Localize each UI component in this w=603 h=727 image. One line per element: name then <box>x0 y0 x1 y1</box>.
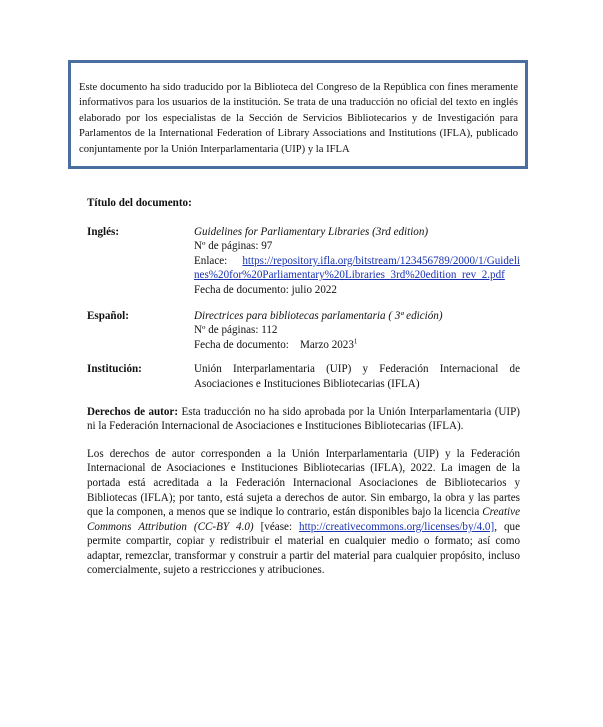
english-details <box>194 225 520 298</box>
english-row <box>87 225 520 298</box>
spanish-pages: Nº de páginas: 112 <box>194 324 278 337</box>
spanish-label: Español: <box>87 309 129 322</box>
institution-value: Unión Interparlamentaria (UIP) y Federación Internacional de Asociaciones e Instituciones Bibliotecarias (IFLA) <box>194 363 520 390</box>
document-content <box>87 196 520 578</box>
document-title-label: Título del documento: <box>87 197 192 209</box>
cc-license-name: Creative Commons Attribution (CC-BY 4.0) <box>87 506 520 533</box>
license-text-2: , que permite compartir, copiar y redistribuir el material en cualquier medio o formato; así como adaptar, remezclar, transformar y construir a partir del material para cualquier propósito, incluso comercialmente, sujeto a restricciones y atribuciones. <box>87 520 520 577</box>
english-date: Fecha de documento: julio 2022 <box>194 283 337 296</box>
license-text-1: Los derechos de autor corresponden a la Unión Interparlamentaria (UIP) y la Federación Internacional de Asociaciones e Instituciones Bibliotecarias (IFLA), 2022. La imagen de la portada está acreditada a la Federación Internacional Asociaciones de Bibliotecarios y Bibliotecas (IFLA); por tanto, está sujeta a derechos de autor. Sin embargo, la obra y las partes que la componen, a menos que se indique lo contrario, están disponibles bajo la licencia <box>87 447 520 519</box>
spanish-details <box>194 309 520 353</box>
english-pages: Nº de páginas: 97 <box>194 240 273 253</box>
footnote-mark: 1 <box>353 337 358 346</box>
spanish-date-label: Fecha de documento: <box>194 338 289 351</box>
spanish-date-value: Marzo 2023 <box>299 338 354 351</box>
cc-license-link[interactable]: http://creativecommons.org/licenses/by/4.0] <box>299 520 495 533</box>
institution-row <box>87 362 520 391</box>
spanish-row <box>87 309 520 353</box>
copyright-label: Derechos de autor: <box>87 405 179 418</box>
translation-notice-box <box>68 60 528 169</box>
english-title: Guidelines for Parliamentary Libraries (3rd edition) <box>194 225 429 238</box>
english-link-line <box>194 254 520 283</box>
english-label: Inglés: <box>87 225 120 238</box>
license-paragraph <box>87 447 520 578</box>
license-see: [véase: <box>260 520 293 533</box>
english-document-link[interactable]: https://repository.ifla.org/bitstream/123456789/2000/1/Guidelines%20for%20Parliamentary%20Libraries_3rd%20edition_rev_2.pdf <box>194 254 520 282</box>
institution-label: Institución: <box>87 363 142 376</box>
spanish-date-line <box>194 338 520 353</box>
copyright-paragraph <box>87 405 520 434</box>
translation-notice-text: Este documento ha sido traducido por la Biblioteca del Congreso de la República con fines meramente informativos para los usuarios de la institución. Se trata de una traducción no oficial del texto en inglés elaborado por los especialistas de la Sección de Servicios Bibliotecarios y de Investigación para Parlamentos de la International Federation of Library Associations and Institutions (IFLA), publicado conjuntamente por la Unión Interparlamentaria (UIP) y la IFLA <box>79 82 518 155</box>
copyright-text: Esta traducción no ha sido aprobada por la Unión Interparlamentaria (UIP) ni la Federación Internacional de Asociaciones e Instituciones Bibliotecarias (IFLA). <box>87 405 520 433</box>
spanish-title: Directrices para bibliotecas parlamentaria ( 3ª edición) <box>194 309 443 322</box>
english-link-label: Enlace: <box>194 254 228 267</box>
